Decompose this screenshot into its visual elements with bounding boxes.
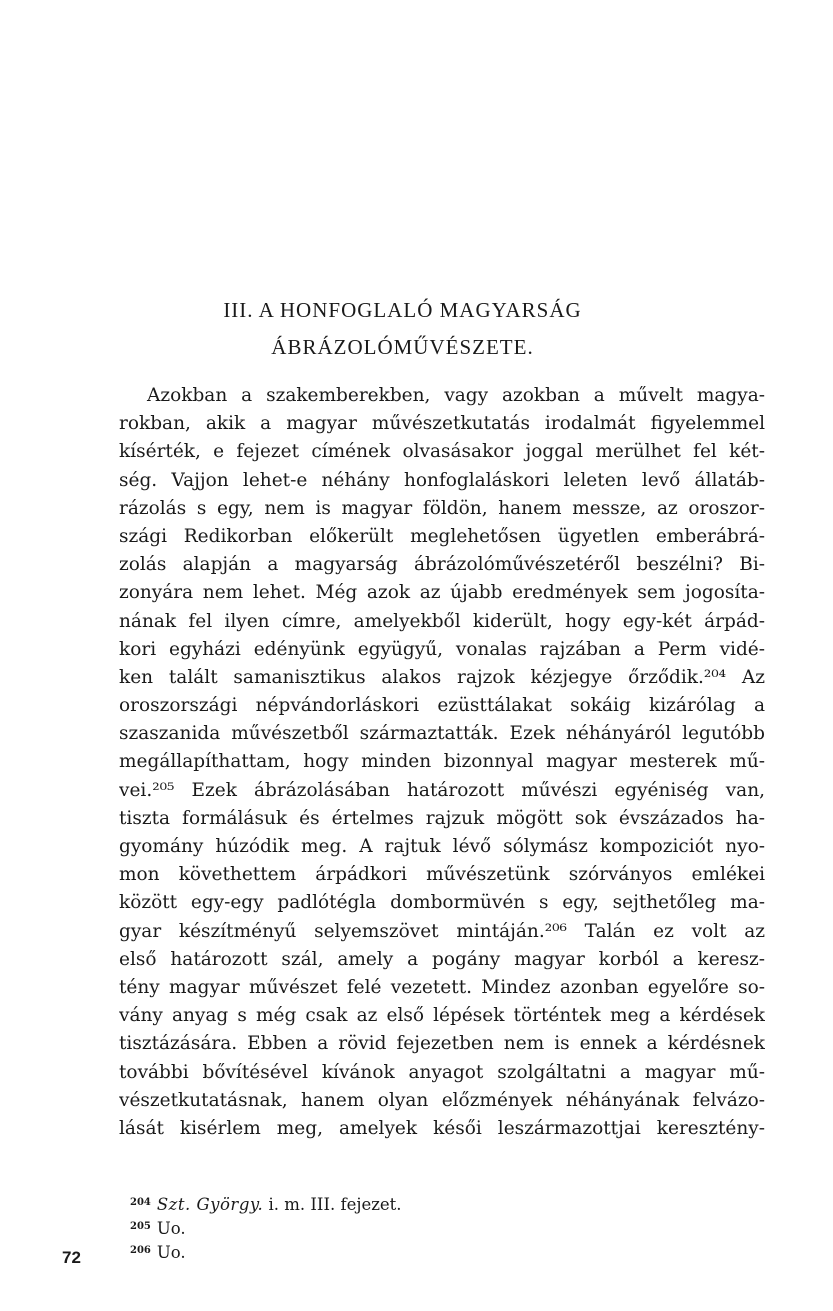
body-line: zolás alapján a magyarság ábrázolóművészetéről beszélni? Bi- — [119, 554, 765, 576]
body-line: további bővítésével kívánok anyagot szolgáltatni a magyar mű- — [119, 1061, 765, 1083]
footnote-number: 206 — [130, 1245, 151, 1256]
body-line: szaszanida művészetből származtatták. Ezek néhányáról legutóbb — [119, 723, 765, 745]
footnote-text: Uo. — [156, 1219, 186, 1238]
body-line: kísérték, e fejezet címének olvasásakor joggal merülhet fel két- — [119, 441, 765, 463]
body-line: első határozott szál, amely a pogány magyar korból a keresz- — [119, 948, 765, 970]
body-line: mon követhettem árpádkori művészetünk szórványos emlékei — [119, 864, 765, 886]
footnote-number: 205 — [130, 1221, 151, 1232]
body-line: rázolás s egy, nem is magyar földön, hanem messze, az oroszor- — [119, 497, 765, 519]
body-line: nának fel ilyen címre, amelyekből kiderült, hogy egy-két árpád- — [119, 610, 765, 632]
footnote-205 — [130, 1216, 402, 1240]
body-line: tiszta formálásuk és értelmes rajzuk mögött sok évszázados ha- — [119, 807, 765, 829]
body-line: zonyára nem lehet. Még azok az újabb eredmények sem jogosíta- — [119, 582, 765, 604]
body-line: gyar készítményű selyemszövet mintáján.²⁰⁶ Talán ez volt az — [119, 920, 765, 942]
body-line: ken talált samanisztikus alakos rajzok kézjegye őrződik.²⁰⁴ Az — [119, 666, 765, 688]
chapter-heading — [180, 292, 625, 366]
footnote-number: 204 — [130, 1197, 151, 1208]
body-line: oroszországi népvándorláskori ezüsttálakat sokáig kizárólag a — [119, 695, 765, 717]
chapter-title-line-2: ÁBRÁZOLÓMŰVÉSZETE. — [271, 335, 534, 359]
chapter-title-line-1: III. A HONFOGLALÓ MAGYARSÁG — [223, 298, 582, 322]
body-line: tény magyar művészet felé vezetett. Mindez azonban egyelőre so- — [119, 976, 765, 998]
footnote-204 — [130, 1192, 402, 1216]
body-line: szági Redikorban előkerült meglehetősen ügyetlen emberábrá- — [119, 525, 765, 547]
body-line: gyomány húzódik meg. A rajtuk lévő sólymász kompoziciót nyo- — [119, 836, 765, 857]
footnote-text: i. m. III. fejezet. — [268, 1195, 402, 1214]
body-line: rokban, akik a magyar művészetkutatás irodalmát figyelemmel — [119, 413, 765, 435]
body-line: vészetkutatásnak, hanem olyan előzmények néhányának felvázo- — [119, 1089, 765, 1111]
footnote-author: Szt. György. — [156, 1195, 264, 1214]
footnotes — [130, 1192, 402, 1264]
page-number: 72 — [62, 1248, 81, 1267]
body-line: megállapíthattam, hogy minden bizonnyal magyar mesterek mű- — [119, 751, 765, 773]
footnote-text: Uo. — [156, 1243, 186, 1262]
body-line: vei.²⁰⁵ Ezek ábrázolásában határozott művészi egyéniség van, — [119, 779, 765, 801]
body-line: kori egyházi edényünk együgyű, vonalas rajzában a Perm vidé- — [119, 638, 765, 660]
body-line: Azokban a szakemberekben, vagy azokban a művelt magya- — [147, 385, 765, 406]
body-line: tisztázására. Ebben a rövid fejezetben nem is ennek a kérdésnek — [119, 1033, 765, 1055]
body-line: között egy-egy padlótégla dombormüvén s egy, sejthetőleg ma- — [119, 892, 765, 914]
footnote-206 — [130, 1240, 402, 1264]
body-line: lását kisérlem meg, amelyek késői leszármazottjai keresztény- — [119, 1117, 765, 1139]
body-paragraph — [119, 382, 765, 1143]
body-line: ség. Vajjon lehet-e néhány honfoglaláskori leleten levő állatáb- — [119, 469, 765, 491]
body-line: vány anyag s még csak az első lépések történtek meg a kérdések — [119, 1005, 765, 1027]
